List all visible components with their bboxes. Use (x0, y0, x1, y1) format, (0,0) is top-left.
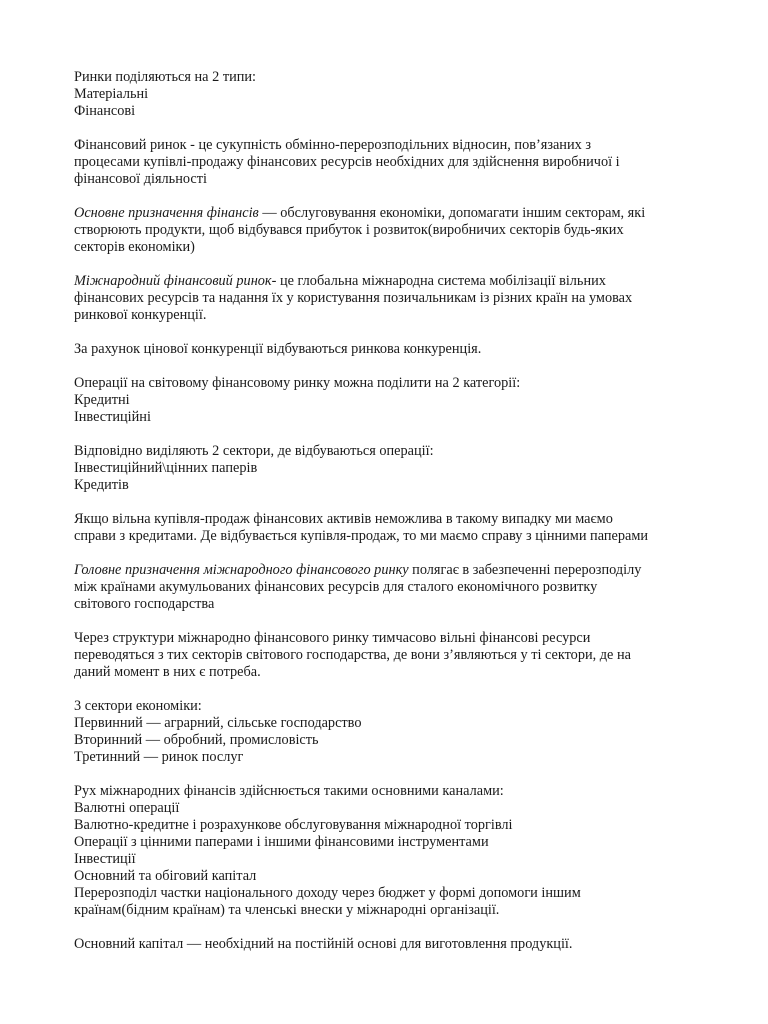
list-item: країнам(бідним країнам) та членські внески у міжнародні організації. (74, 902, 500, 918)
list-item: Основний та обіговий капітал (74, 868, 257, 884)
list-item: Вторинний — обробний, промисловість (74, 732, 319, 748)
international-market-paragraph (74, 273, 714, 324)
text-line: Операції на світовому фінансовому ринку можна поділити на 2 категорії: (74, 375, 521, 391)
document-page (74, 69, 714, 953)
text-line: Відповідно виділяють 2 сектори, де відбуваються операції: (74, 443, 434, 459)
list-item: Первинний — аграрний, сільське господарство (74, 715, 362, 731)
text-line: фінансових ресурсів та надання їх у користування позичальникам із різних країн на умовах (74, 290, 633, 306)
text-line: Матеріальні (74, 86, 149, 102)
text-line (74, 273, 714, 290)
financial-market-definition (74, 137, 714, 188)
text-line: Основний капітал — необхідний на постійній основі для виготовлення продукції. (74, 936, 573, 952)
text-line: Фінансові (74, 103, 136, 119)
text-line: Інвестиційний\цінних паперів (74, 460, 258, 476)
market-types-paragraph (74, 69, 714, 120)
italic-term: Основне призначення фінансів (74, 205, 259, 221)
finance-purpose-paragraph (74, 205, 714, 256)
text-line: секторів економіки) (74, 239, 195, 255)
text-line: даний момент в них є потреба. (74, 664, 261, 680)
list-item: Третинний — ринок послуг (74, 749, 244, 765)
resource-transfer-paragraph (74, 630, 714, 681)
list-item: Перерозподіл частки національного доходу через бюджет у формі допомоги іншим (74, 885, 581, 901)
text-line: Рух міжнародних фінансів здійснюється такими основними каналами: (74, 783, 504, 799)
operations-categories-paragraph (74, 375, 714, 426)
price-competition-paragraph (74, 341, 714, 358)
list-item: Валютно-кредитне і розрахункове обслуговування міжнародної торгівлі (74, 817, 513, 833)
text-line: створюють продукти, щоб відбувався прибуток і розвиток(виробничих секторів будь-яких (74, 222, 624, 238)
text-line: справи з кредитами. Де відбувається купівля-продаж, то ми маємо справу з цінними паперами (74, 528, 649, 544)
text-line: Через структури міжнародно фінансового ринку тимчасово вільні фінансові ресурси (74, 630, 591, 646)
text-line: Ринки поділяються на 2 типи: (74, 69, 256, 85)
main-purpose-paragraph (74, 562, 714, 613)
text-line: Фінансовий ринок - це сукупність обмінно-перерозподільних відносин, пов’язаних з (74, 137, 591, 153)
text-span: полягає в забезпеченні перерозподілу (408, 562, 642, 578)
text-line: переводяться з тих секторів світового господарства, де вони з’являються у ті сектори, де на (74, 647, 631, 663)
text-line: Інвестиційні (74, 409, 151, 425)
text-line: 3 сектори економіки: (74, 698, 202, 714)
text-line: світового господарства (74, 596, 215, 612)
text-line: Кредитів (74, 477, 129, 493)
text-line (74, 205, 714, 222)
list-item: Операції з цінними паперами і іншими фінансовими інструментами (74, 834, 489, 850)
text-line: між країнами акумульованих фінансових ресурсів для сталого економічного розвитку (74, 579, 598, 595)
text-line: процесами купівлі-продажу фінансових ресурсів необхідних для здійснення виробничої і (74, 154, 620, 170)
italic-term: Головне призначення міжнародного фінансового ринку (74, 562, 409, 578)
economy-sectors-list (74, 698, 714, 766)
text-line (74, 562, 714, 579)
text-span: — обслуговування економіки, допомагати іншим секторам, які (258, 205, 646, 221)
text-line: ринкової конкуренції. (74, 307, 207, 323)
list-item: Інвестиції (74, 851, 136, 867)
fixed-capital-paragraph (74, 936, 714, 953)
list-item: Валютні операції (74, 800, 180, 816)
text-line: Якщо вільна купівля-продаж фінансових активів неможлива в такому випадку ми маємо (74, 511, 613, 527)
text-line: фінансової діяльності (74, 171, 207, 187)
sectors-paragraph (74, 443, 714, 494)
credit-securities-paragraph (74, 511, 714, 545)
text-line: Кредитні (74, 392, 130, 408)
italic-term: Міжнародний фінансовий ринок (74, 273, 272, 289)
finance-channels-list (74, 783, 714, 919)
text-span: - це глобальна міжнародна система мобілізації вільних (271, 273, 606, 289)
text-line: За рахунок цінової конкуренції відбуваються ринкова конкуренція. (74, 341, 482, 357)
